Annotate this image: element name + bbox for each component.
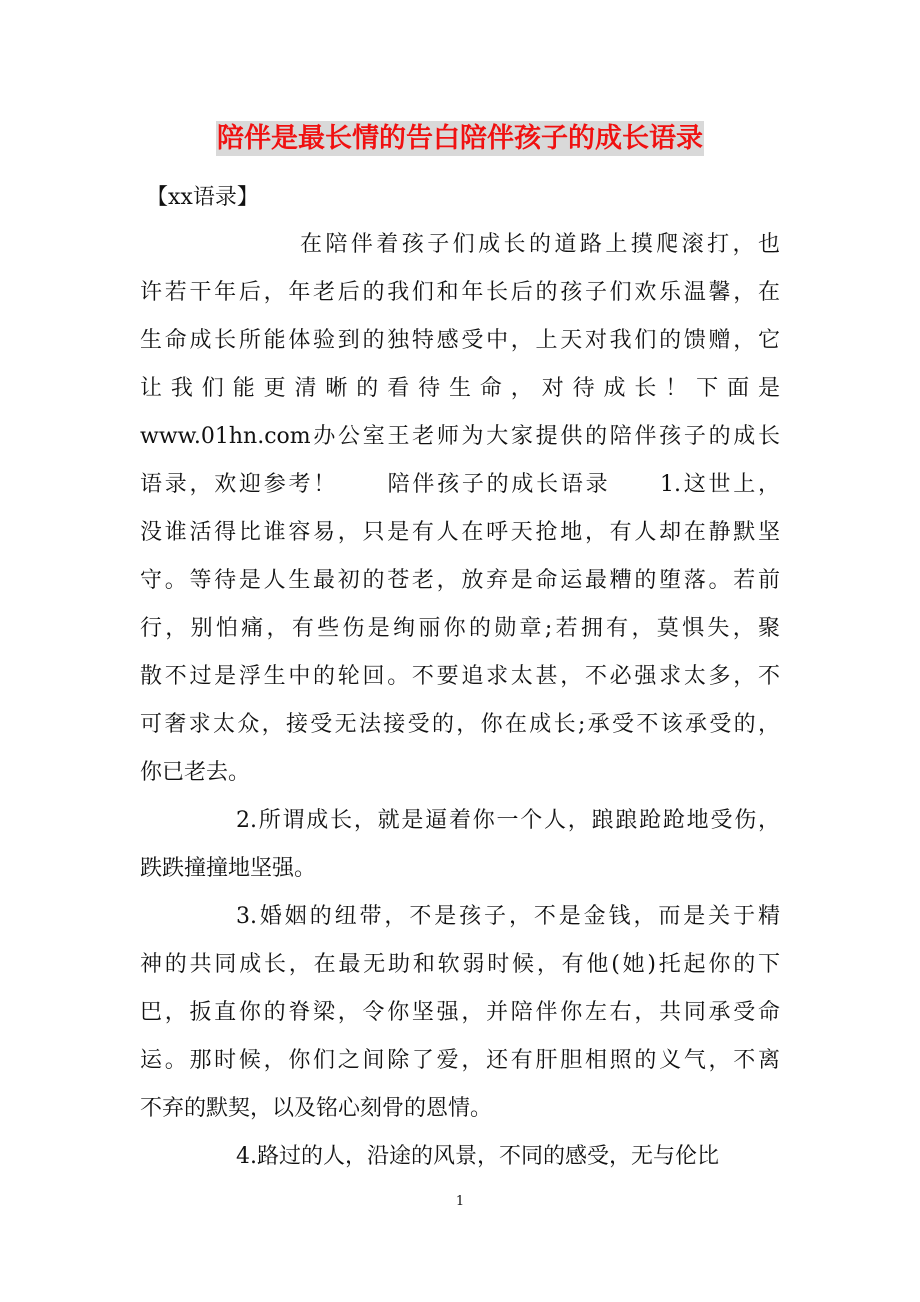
paragraph-line: 可奢求太众，接受无法接受的，你在成长;承受不该承受的，	[140, 712, 780, 737]
page-number: 1	[455, 1194, 465, 1209]
paragraph-line: 生命成长所能体验到的独特感受中，上天对我们的馈赠，它	[140, 328, 780, 353]
paragraph-line: 守。等待是人生最初的苍老，放弃是命运最糟的堕落。若前	[140, 568, 780, 593]
paragraph-line: 没谁活得比谁容易，只是有人在呼天抢地，有人却在静默坚	[140, 520, 780, 545]
paragraph-line: 3.婚姻的纽带，不是孩子，不是金钱，而是关于精	[236, 904, 780, 929]
paragraph-line: 跌跌撞撞地坚强。	[140, 856, 317, 881]
paragraph-line: 运。那时候，你们之间除了爱，还有肝胆相照的义气，不离	[140, 1048, 780, 1073]
paragraph-line: 散不过是浮生中的轮回。不要追求太甚，不必强求太多，不	[140, 664, 780, 689]
paragraph-line: 巴，扳直你的脊梁，令你坚强，并陪伴你左右，共同承受命	[140, 1000, 780, 1025]
title-text: 陪伴是最长情的告白陪伴孩子的成长语录	[217, 123, 703, 154]
paragraph-line: 在陪伴着孩子们成长的道路上摸爬滚打，也	[300, 232, 780, 257]
paragraph-line: 让我们能更清晰的看待生命，对待成长！下面是	[140, 376, 780, 401]
paragraph-line: 2.所谓成长，就是逼着你一个人，踉踉跄跄地受伤，	[236, 808, 780, 833]
section-tag: 【xx语录】	[146, 185, 259, 210]
paragraph-line: www.01hn.com办公室王老师为大家提供的陪伴孩子的成长	[140, 424, 780, 449]
paragraph-line: 4.路过的人，沿途的风景，不同的感受，无与伦比	[236, 1144, 719, 1169]
paragraph-line: 神的共同成长，在最无助和软弱时候，有他(她)托起你的下	[140, 952, 780, 977]
document-title	[0, 116, 920, 155]
paragraph-line: 许若干年后，年老后的我们和年长后的孩子们欢乐温馨，在	[140, 280, 780, 305]
paragraph-line: 不弃的默契，以及铭心刻骨的恩情。	[140, 1096, 493, 1121]
document-body	[140, 228, 780, 1188]
paragraph-line: 语录，欢迎参考！ 陪伴孩子的成长语录 1.这世上，	[140, 472, 780, 497]
paragraph-line: 行，别怕痛，有些伤是绚丽你的勋章;若拥有，莫惧失，聚	[140, 616, 780, 641]
paragraph-line: 你已老去。	[140, 760, 251, 785]
